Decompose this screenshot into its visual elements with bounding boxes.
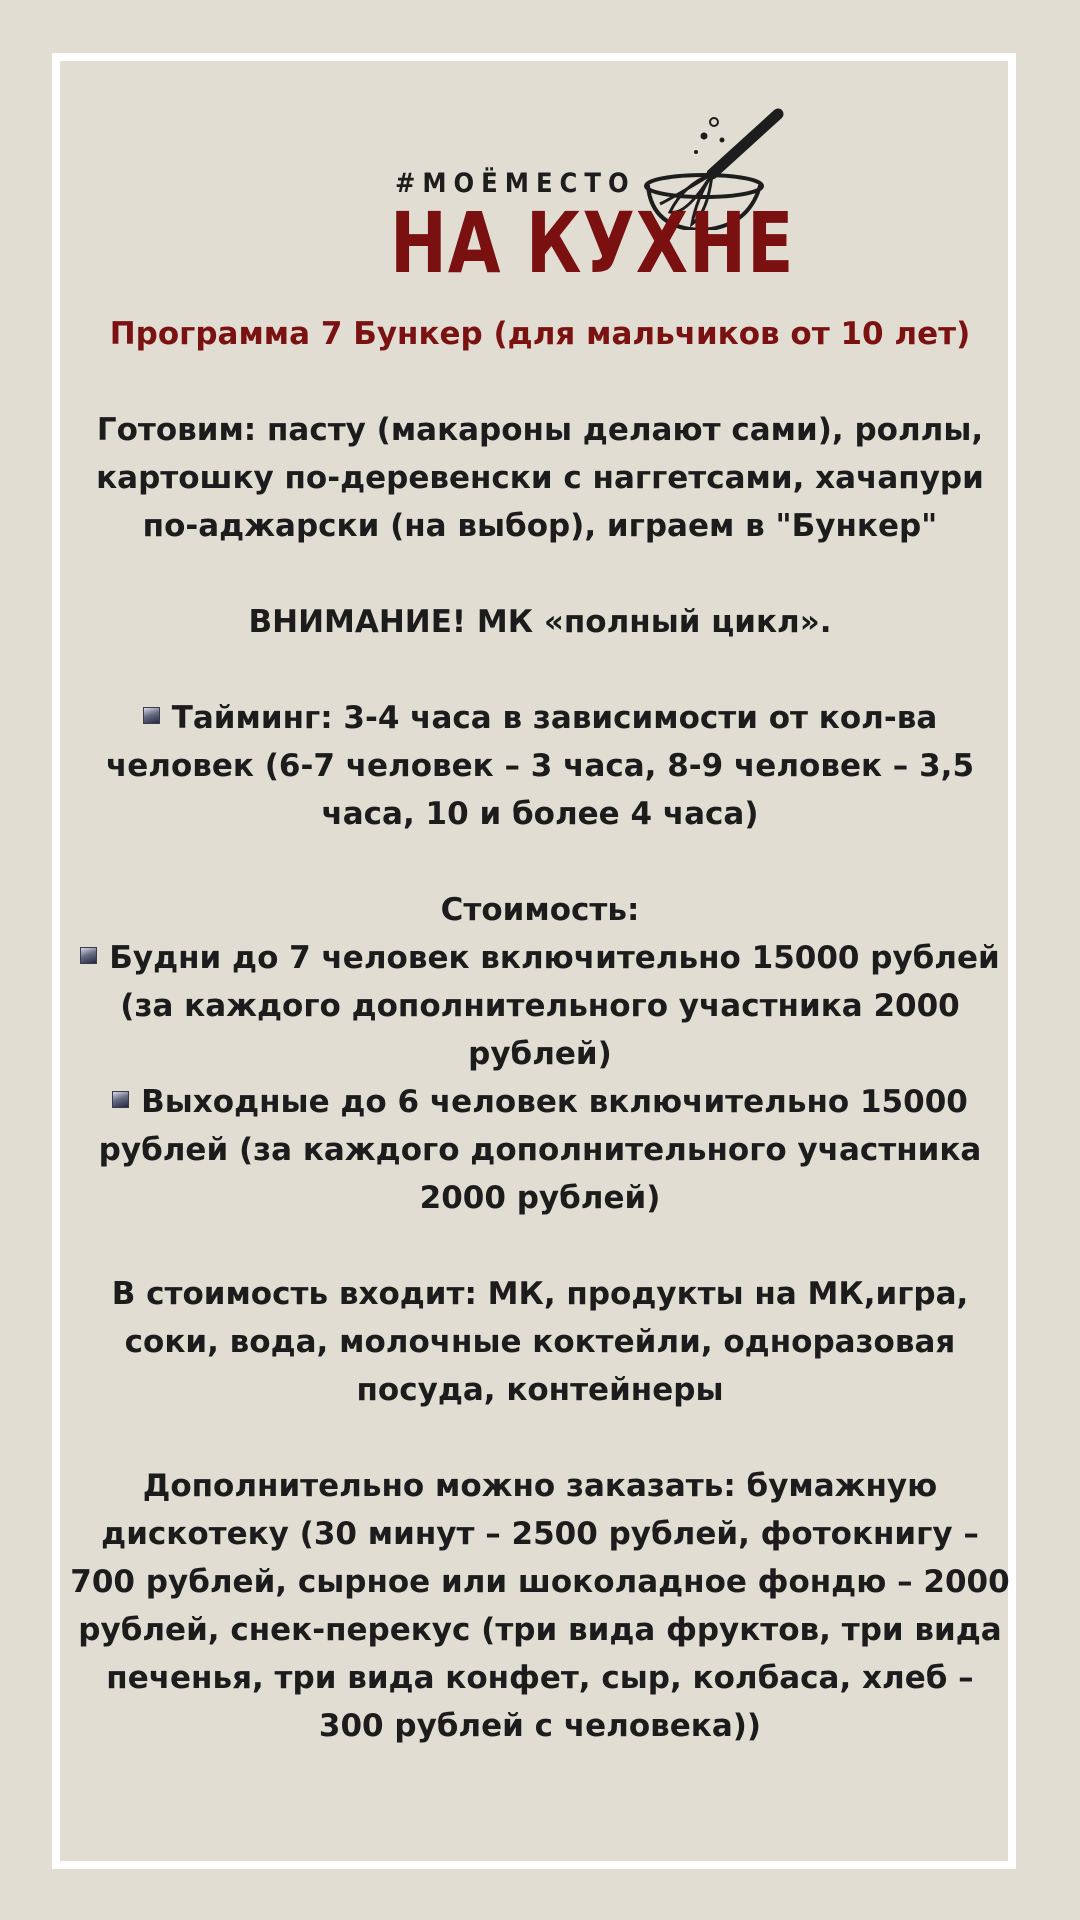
program-title: Программа 7 Бункер (для мальчиков от 10 лет): [109, 316, 971, 352]
weekend-price-item: [60, 1078, 1020, 1222]
spacer: [60, 646, 1020, 694]
weekday-price-text: Будни до 7 человек включительно 15000 рублей (за каждого дополнительного участника 2000 рублей): [109, 940, 1000, 1072]
spacer: [60, 550, 1020, 598]
spacer: [60, 358, 1020, 406]
extras-description: Дополнительно можно заказать: бумажную дискотеку (30 минут – 2500 рублей, фотокнигу – 700 рублей, сырное или шоколадное фондю – 2000 рублей, снек-перекус (три вида фруктов, три вида печенья, три вида конфет, сыр, колбаса, хлеб – 300 рублей с человека)): [70, 1468, 1010, 1744]
bullet-icon: [112, 1091, 129, 1108]
spacer: [60, 838, 1020, 886]
attention-note: ВНИМАНИЕ! МК «полный цикл».: [248, 604, 832, 640]
spacer: [60, 1222, 1020, 1270]
spacer: [60, 1414, 1020, 1462]
included-items: В стоимость входит: МК, продукты на МК,игра, соки, вода, молочные коктейли, одноразовая посуда, контейнеры: [111, 1276, 969, 1408]
weekend-price-text: Выходные до 6 человек включительно 15000 рублей (за каждого дополнительного участника 2000 рублей): [98, 1084, 982, 1216]
bullet-icon: [80, 947, 97, 964]
timing-text: Тайминг: 3-4 часа в зависимости от кол-ва человек (6-7 человек – 3 часа, 8-9 человек – 3,5 часа, 10 и более 4 часа): [105, 700, 975, 832]
weekday-price-item: [60, 934, 1020, 1078]
timing-item: [60, 694, 1020, 838]
logo-title: НА КУХНЕ: [390, 194, 795, 292]
bullet-icon: [143, 707, 160, 724]
logo-hashtag: #МОЁМЕСТО: [395, 168, 636, 199]
program-card: [60, 60, 1020, 1750]
cooking-description: Готовим: пасту (макароны делают сами), роллы, картошку по-деревенски с наггетсами, хачапури по-аджарски (на выбор), играем в "Бункер": [96, 412, 984, 544]
price-heading: Стоимость:: [440, 892, 640, 928]
brand-logo: [60, 60, 1020, 300]
